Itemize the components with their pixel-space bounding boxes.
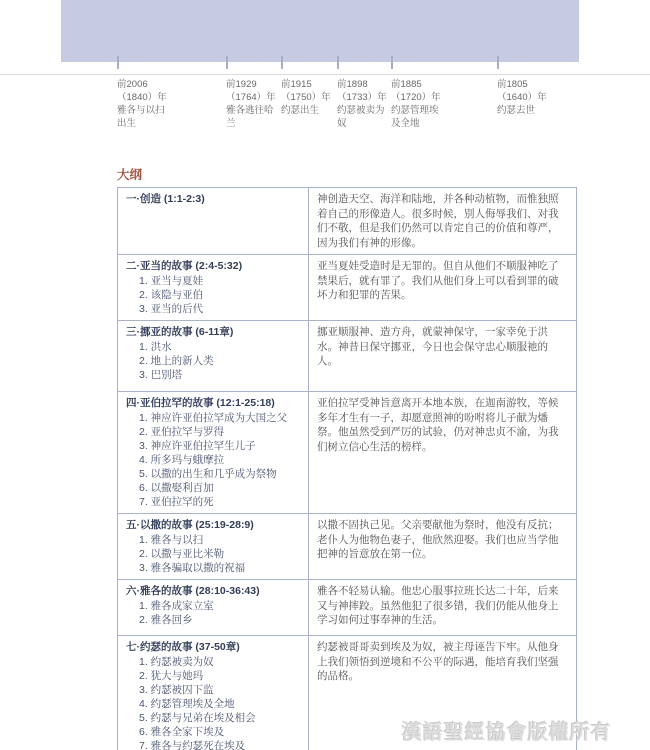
outline-sub-item: 2. 雅各回乡 (139, 614, 193, 626)
outline-row-summary: 亚伯拉罕受神旨意离开本地本族，在迦南游牧，等候多年才生有一子，却愿意照神的吩咐将儿子献为燔祭。他虽然受到严厉的试验，仍对神忠贞不渝，为我们树立信心生活的榜样。 (309, 392, 577, 514)
timeline-entry (226, 78, 282, 130)
outline-row (118, 580, 577, 636)
timeline-event: 约瑟去世 (497, 105, 536, 116)
timeline-year: 前1898 (337, 79, 368, 90)
timeline-tick (226, 56, 228, 69)
outline-sub-item: 4. 所多玛与蛾摩拉 (139, 454, 225, 466)
timeline-banner (61, 0, 579, 62)
publisher-watermark: 漢語聖經協會版權所有 (402, 722, 612, 744)
outline-row-items (126, 274, 302, 316)
outline-row-summary: 约瑟被哥哥卖到埃及为奴，被主母诬告下牢。从他身上我们领悟到逆境和不公平的际遇，能培育我们坚强的品格。 (309, 636, 577, 750)
outline-sub-item: 3. 雅各骗取以撒的祝福 (139, 562, 246, 574)
outline-sub-item: 2. 该隐与亚伯 (139, 289, 204, 301)
outline-row-items (126, 533, 302, 575)
outline-row-heading: 五·以撒的故事 (25:19-28:9) (126, 519, 254, 531)
outline-sub-item: 7. 亚伯拉罕的死 (139, 496, 214, 508)
timeline-year: 前1915 (281, 79, 312, 90)
outline-sub-item: 1. 雅各成家立室 (139, 600, 214, 612)
timeline-tick (497, 56, 499, 69)
outline-sub-item: 1. 神应许亚伯拉罕成为大国之父 (139, 412, 288, 424)
timeline-event: 约瑟被卖为奴 (337, 105, 385, 129)
outline-row-items (126, 340, 302, 382)
outline-row-heading: 一·创造 (1:1-2:3) (126, 193, 205, 205)
outline-row (118, 392, 577, 514)
outline-sub-item: 1. 洪水 (139, 341, 172, 353)
timeline-alt-year: （1640）年 (497, 92, 547, 103)
timeline-event: 雅各与以扫出生 (117, 105, 165, 129)
outline-row-summary: 以撒不固执己见。父亲要献他为祭时，他没有反抗；老仆人为他物色妻子，他欣然迎娶。我们也应当学他把神的旨意放在第一位。 (309, 514, 577, 580)
outline-sub-item: 2. 犹大与她玛 (139, 670, 204, 682)
timeline-event: 约瑟出生 (281, 105, 320, 116)
outline-sub-item: 1. 雅各与以扫 (139, 534, 204, 546)
outline-sub-item: 5. 约瑟与兄弟在埃及相会 (139, 712, 256, 724)
timeline-year: 前1885 (391, 79, 422, 90)
outline-sub-item: 1. 亚当与夏娃 (139, 275, 204, 287)
timeline-entry (117, 78, 173, 130)
outline-row-summary: 神创造天空、海洋和陆地，并各种动植物，而惟独照着自己的形像造人。很多时候，别人侮辱我们、对我们不敬，但是我们仍然可以肯定自己的价值和尊严，因为我们有神的形像。 (309, 188, 577, 255)
outline-sub-item: 3. 巴别塔 (139, 369, 183, 381)
timeline-event: 雅各逃往哈兰 (226, 105, 274, 129)
timeline-year: 前2006 (117, 79, 148, 90)
timeline-entry (337, 78, 393, 130)
timeline-tick (117, 56, 119, 69)
outline-sub-item: 2. 地上的新人类 (139, 355, 214, 367)
outline-row-items (126, 411, 302, 509)
outline-sub-item: 3. 约瑟被囚下监 (139, 684, 214, 696)
outline-row (118, 255, 577, 321)
outline-title: 大纲 (117, 168, 143, 182)
outline-sub-item: 2. 亚伯拉罕与罗得 (139, 426, 225, 438)
timeline-year: 前1929 (226, 79, 257, 90)
outline-row-heading: 七·约瑟的故事 (37-50章) (126, 641, 240, 653)
timeline-entry (391, 78, 447, 130)
outline-row-summary: 挪亚顺服神、造方舟，就蒙神保守，一家幸免于洪水。神昔日保守挪亚，今日也会保守忠心顺服祂的人。 (309, 321, 577, 392)
timeline-tick (281, 56, 283, 69)
outline-row-summary: 亚当夏娃受造时是无罪的。但自从他们不顺服神吃了禁果后，就有罪了。我们从他们身上可以看到罪的破坏力和犯罪的苦果。 (309, 255, 577, 321)
timeline-event: 约瑟管理埃及全地 (391, 105, 439, 129)
outline-table (117, 187, 577, 750)
outline-sub-item: 3. 神应许亚伯拉罕生儿子 (139, 440, 256, 452)
timeline-alt-year: （1750）年 (281, 92, 331, 103)
timeline-tick (337, 56, 339, 69)
timeline-alt-year: （1840）年 (117, 92, 167, 103)
outline-sub-item: 6. 雅各全家下埃及 (139, 726, 225, 738)
outline-sub-item: 6. 以撒娶利百加 (139, 482, 214, 494)
outline-row (118, 188, 577, 255)
outline-row (118, 321, 577, 392)
timeline-entry (497, 78, 553, 117)
outline-sub-item: 5. 以撒的出生和几乎成为祭物 (139, 468, 277, 480)
outline-row (118, 514, 577, 580)
timeline-tick (391, 56, 393, 69)
outline-sub-item: 7. 雅各与约瑟死在埃及 (139, 740, 246, 750)
timeline-alt-year: （1733）年 (337, 92, 387, 103)
outline-row-summary: 雅各不轻易认输。他忠心服事拉班长达二十年，后来又与神摔跤。虽然他犯了很多错，我们仍能从他身上学习如何过事奉神的生活。 (309, 580, 577, 636)
outline-row-heading: 六·雅各的故事 (28:10-36:43) (126, 585, 260, 597)
outline-row-items (126, 599, 302, 627)
timeline-year: 前1805 (497, 79, 528, 90)
outline-row-heading: 二·亚当的故事 (2:4-5:32) (126, 260, 243, 272)
timeline-alt-year: （1764）年 (226, 92, 276, 103)
outline-row-items (126, 655, 302, 750)
timeline-alt-year: （1720）年 (391, 92, 441, 103)
outline-row-heading: 三·挪亚的故事 (6-11章) (126, 326, 234, 338)
outline-sub-item: 1. 约瑟被卖为奴 (139, 656, 214, 668)
outline-sub-item: 2. 以撒与亚比米勒 (139, 548, 225, 560)
timeline-entry (281, 78, 337, 117)
timeline-axis-line (0, 74, 650, 75)
outline-sub-item: 4. 约瑟管理埃及全地 (139, 698, 235, 710)
outline-sub-item: 3. 亚当的后代 (139, 303, 204, 315)
outline-row-heading: 四·亚伯拉罕的故事 (12:1-25:18) (126, 397, 275, 409)
